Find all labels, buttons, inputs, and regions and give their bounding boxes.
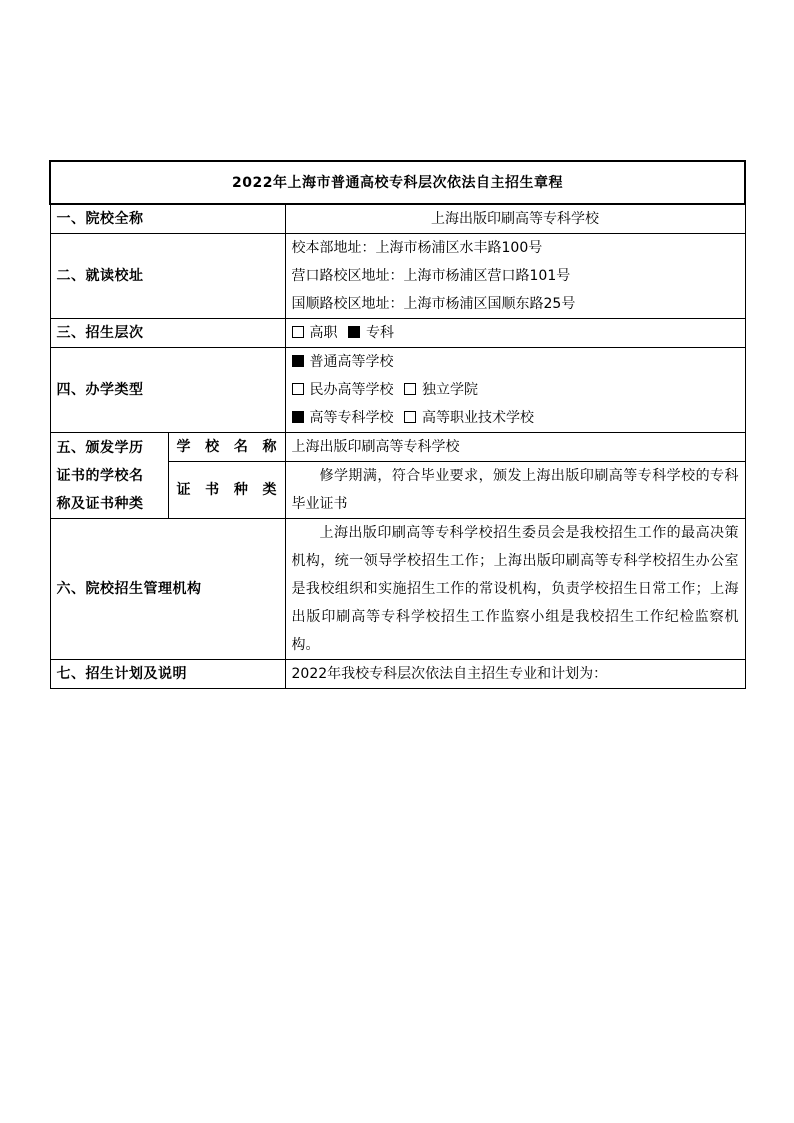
admission-office-label: 六、院校招生管理机构 <box>50 519 285 660</box>
checkbox-regular-higher <box>292 355 304 367</box>
checkbox-junior-college <box>292 411 304 423</box>
document-title: 2022年上海市普通高校专科层次依法自主招生章程 <box>50 161 745 204</box>
option-vocational-college: 高等职业技术学校 <box>421 410 534 426</box>
school-name-value: 上海出版印刷高等专科学校 <box>285 204 745 234</box>
option-private-higher: 民办高等学校 <box>309 382 394 398</box>
row-admission-office <box>50 519 745 660</box>
admission-level-options <box>285 319 745 348</box>
admission-charter-table <box>49 160 746 689</box>
row-admission-plan <box>50 660 745 689</box>
admission-level-label: 三、招生层次 <box>50 319 285 348</box>
checkbox-independent-college <box>404 383 416 395</box>
checkbox-zhuanke <box>348 326 360 338</box>
campus-address-values <box>285 234 745 319</box>
row-certificate <box>50 433 745 462</box>
campus-address-label: 二、就读校址 <box>50 234 285 319</box>
option-zhuanke: 专科 <box>365 325 394 341</box>
address-line-guoshun: 国顺路校区地址：上海市杨浦区国顺东路25号 <box>291 296 576 312</box>
school-type-label: 四、办学类型 <box>50 348 285 433</box>
address-line-yingkou: 营口路校区地址：上海市杨浦区营口路101号 <box>291 268 571 284</box>
issuing-school-value: 上海出版印刷高等专科学校 <box>285 433 745 462</box>
option-regular-higher: 普通高等学校 <box>309 354 394 370</box>
address-line-main: 校本部地址：上海市杨浦区水丰路100号 <box>291 240 543 256</box>
row-admission-level <box>50 319 745 348</box>
option-independent-college: 独立学院 <box>421 382 478 398</box>
row-school-type <box>50 348 745 433</box>
certificate-type-label: 证 书 种 类 <box>168 462 285 519</box>
certificate-type-value: 修学期满，符合毕业要求，颁发上海出版印刷高等专科学校的专科毕业证书 <box>285 462 745 519</box>
checkbox-private-higher <box>292 383 304 395</box>
admission-office-text: 上海出版印刷高等专科学校招生委员会是我校招生工作的最高决策机构，统一领导学校招生工作；上海出版印刷高等专科学校招生办公室是我校组织和实施招生工作的常设机构，负责学校招生日常工作；上海出版印刷高等专科学校招生工作监察小组是我校招生工作纪检监察机构。 <box>285 519 745 660</box>
row-campus-address <box>50 234 745 319</box>
certificate-label: 五、颁发学历 证书的学校名 称及证书种类 <box>50 433 168 519</box>
issuing-school-label: 学 校 名 称 <box>168 433 285 462</box>
school-name-label: 一、院校全称 <box>50 204 285 234</box>
row-school-name <box>50 204 745 234</box>
checkbox-gaozhi <box>292 326 304 338</box>
admission-plan-text: 2022年我校专科层次依法自主招生专业和计划为： <box>285 660 745 689</box>
school-type-options <box>285 348 745 433</box>
checkbox-vocational-college <box>404 411 416 423</box>
admission-plan-label: 七、招生计划及说明 <box>50 660 285 689</box>
option-junior-college: 高等专科学校 <box>309 410 394 426</box>
title-row <box>50 161 745 204</box>
option-gaozhi: 高职 <box>309 325 338 341</box>
